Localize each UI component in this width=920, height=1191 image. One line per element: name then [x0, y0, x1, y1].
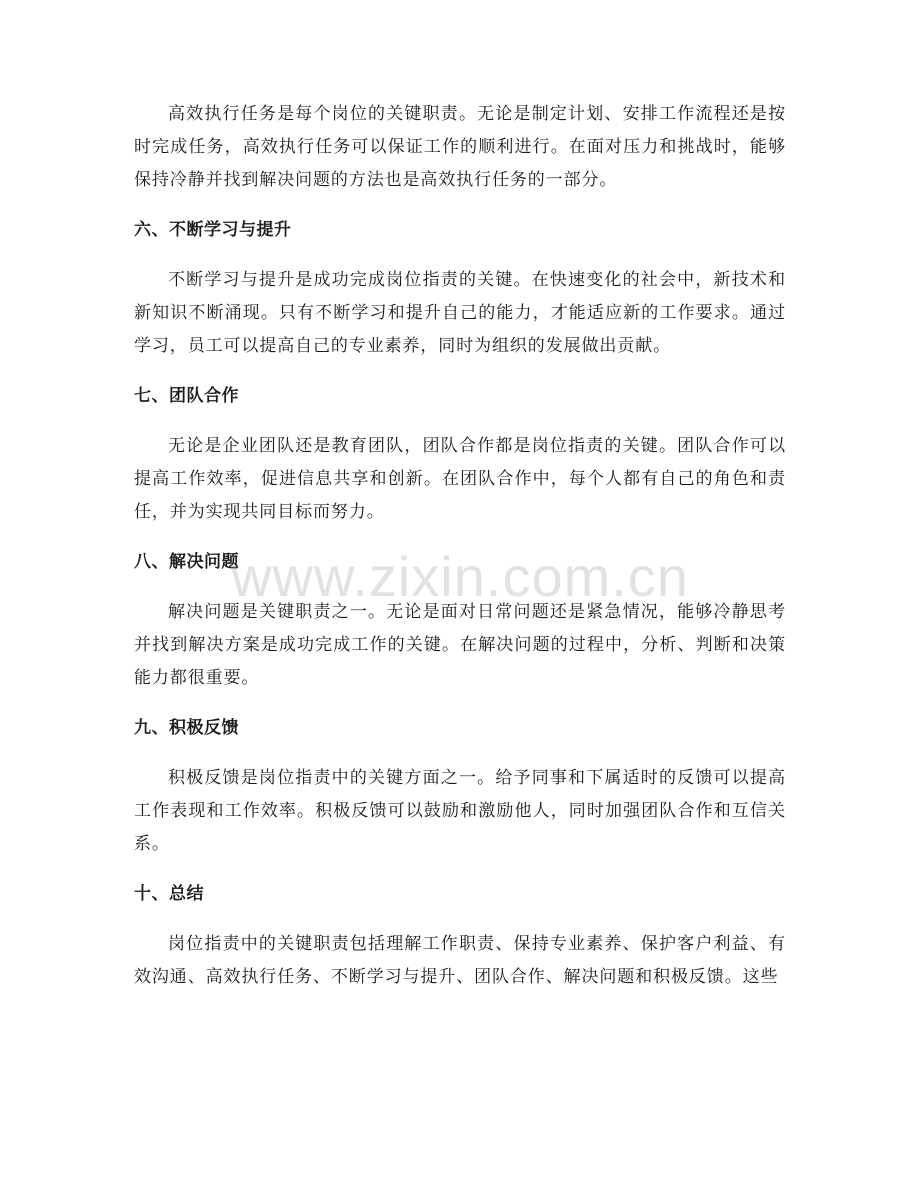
spacer	[134, 363, 786, 380]
section-paragraph-9: 积极反馈是岗位指责中的关键方面之一。给予同事和下属适时的反馈可以提高工作表现和工作效率。积极反馈可以鼓励和激励他人，同时加强团队合作和互信关系。	[134, 768, 786, 854]
section-paragraph-10: 岗位指责中的关键职责包括理解工作职责、保持专业素养、保护客户利益、有效沟通、高效执行任务、不断学习与提升、团队合作、解决问题和积极反馈。这些	[134, 934, 786, 987]
spacer	[134, 911, 786, 928]
section-heading-7: 七、团队合作	[134, 386, 239, 406]
section-heading-6: 六、不断学习与提升	[134, 220, 292, 240]
section-paragraph-7: 无论是企业团队还是教育团队，团队合作都是岗位指责的关键。团队合作可以提高工作效率，促进信息共享和创新。在团队合作中，每个人都有自己的角色和责任，并为实现共同目标而努力。	[134, 436, 786, 522]
spacer	[134, 197, 786, 214]
spacer	[134, 745, 786, 762]
document-body	[134, 98, 786, 994]
section-paragraph-8: 解决问题是关键职责之一。无论是面对日常问题还是紧急情况，能够冷静思考并找到解决方案是成功完成工作的关键。在解决问题的过程中，分析、判断和决策能力都很重要。	[134, 602, 786, 688]
intro-paragraph: 高效执行任务是每个岗位的关键职责。无论是制定计划、安排工作流程还是按时完成任务，高效执行任务可以保证工作的顺利进行。在面对压力和挑战时，能够保持冷静并找到解决问题的方法也是高效执行任务的一部分。	[134, 104, 786, 190]
spacer	[134, 529, 786, 546]
spacer	[134, 861, 786, 878]
watermark: www.zixin.com.cn	[231, 545, 689, 608]
section-paragraph-6: 不断学习与提升是成功完成岗位指责的关键。在快速变化的社会中，新技术和新知识不断涌现。只有不断学习和提升自己的能力，才能适应新的工作要求。通过学习，员工可以提高自己的专业素养，同时为组织的发展做出贡献。	[134, 270, 786, 356]
spacer	[134, 579, 786, 596]
section-heading-9: 九、积极反馈	[134, 718, 239, 738]
spacer	[134, 695, 786, 712]
spacer	[134, 413, 786, 430]
spacer	[134, 247, 786, 264]
section-heading-10: 十、总结	[134, 884, 204, 904]
section-heading-8: 八、解决问题	[134, 552, 239, 572]
